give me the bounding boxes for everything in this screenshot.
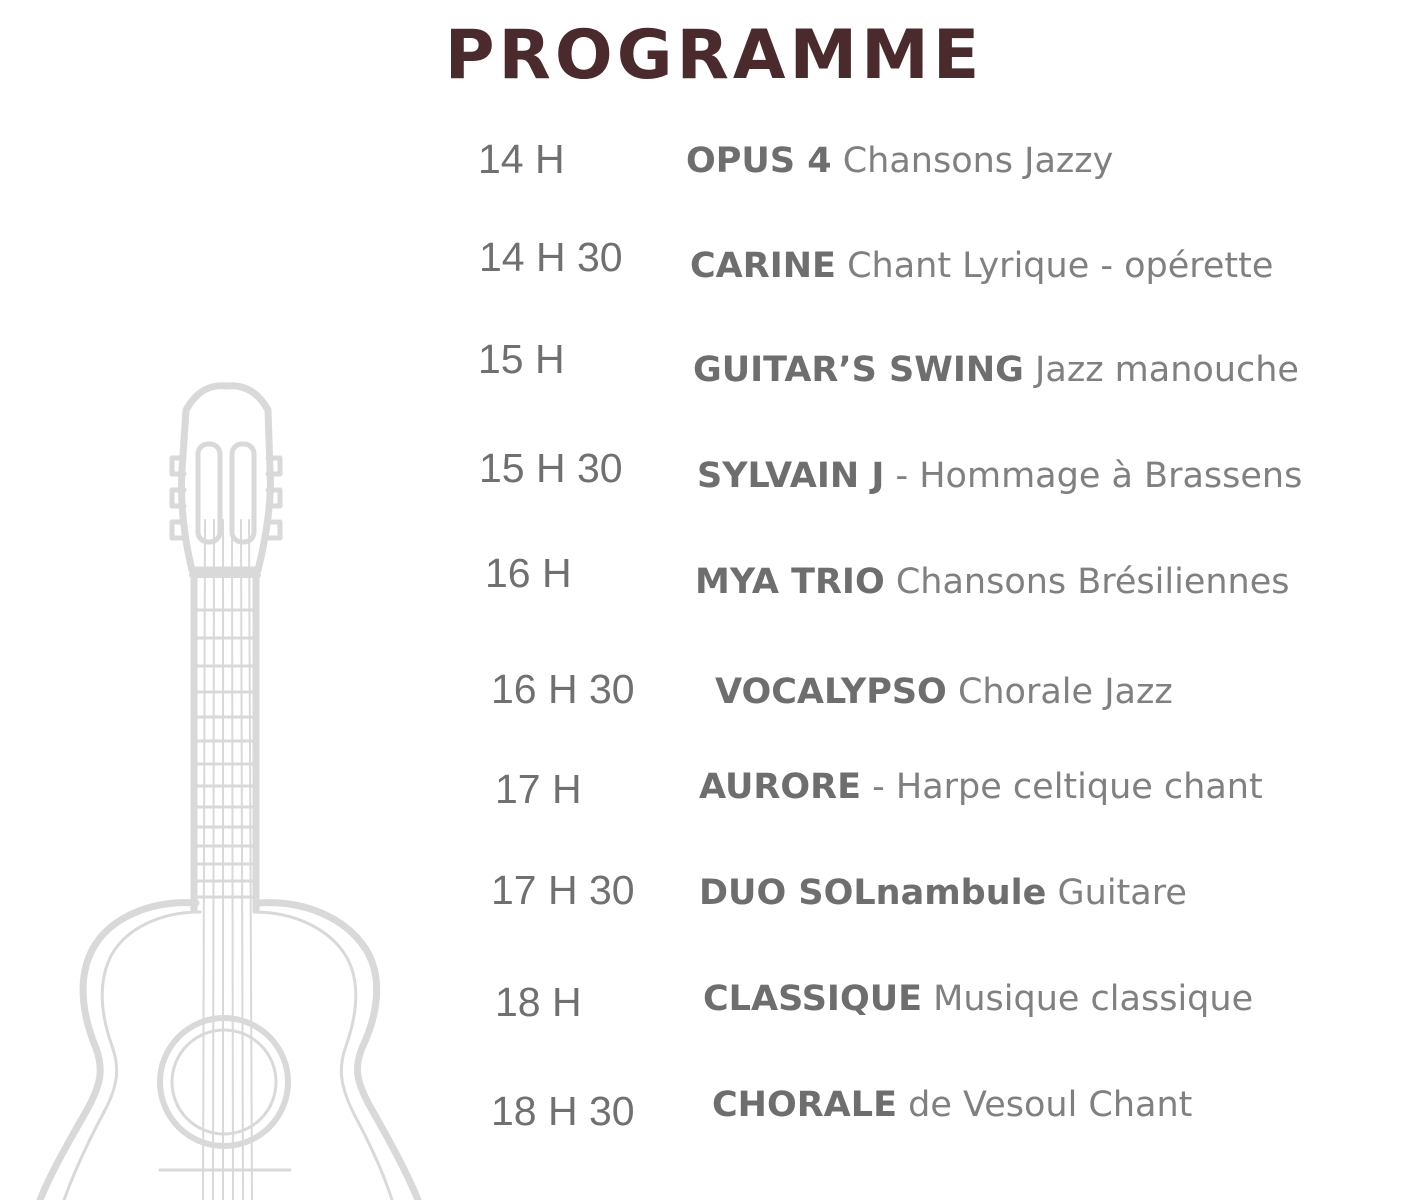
act-genre: de Vesoul Chant — [896, 1085, 1193, 1125]
guitar-illustration — [0, 370, 440, 1200]
act-genre: Chorale Jazz — [946, 672, 1173, 712]
band-name: OPUS 4 — [686, 141, 832, 181]
band-name: DUO SOLnambule — [699, 873, 1047, 913]
band-name: GUITAR’S SWING — [693, 350, 1024, 390]
time-label: 15 H 30 — [479, 445, 623, 491]
band-name: SYLVAIN J — [697, 456, 885, 496]
act-genre: Musique classique — [922, 979, 1254, 1019]
act-description — [697, 452, 1302, 500]
act-description — [699, 869, 1187, 917]
act-description — [695, 558, 1290, 606]
time-label: 17 H 30 — [491, 867, 635, 913]
act-description — [690, 242, 1273, 290]
act-genre: Chant Lyrique - opérette — [835, 246, 1274, 286]
band-name: CLASSIQUE — [703, 979, 923, 1019]
time-label: 18 H — [495, 979, 582, 1025]
act-genre: - Hommage à Brassens — [884, 456, 1303, 496]
time-label: 16 H 30 — [491, 666, 635, 712]
act-description — [703, 975, 1253, 1023]
act-genre: - Harpe celtique chant — [861, 767, 1263, 807]
band-name: AURORE — [699, 767, 861, 807]
time-label: 18 H 30 — [491, 1088, 635, 1134]
act-description — [693, 346, 1299, 394]
band-name: CHORALE — [712, 1085, 897, 1125]
act-genre: Chansons Brésiliennes — [884, 562, 1290, 602]
act-genre: Chansons Jazzy — [831, 141, 1114, 181]
page-title: PROGRAMME — [444, 16, 984, 95]
act-description — [686, 137, 1113, 185]
time-label: 16 H — [485, 550, 572, 596]
time-label: 15 H — [478, 336, 565, 382]
act-genre: Jazz manouche — [1023, 350, 1299, 390]
band-name: CARINE — [690, 246, 836, 286]
band-name: MYA TRIO — [695, 562, 885, 602]
act-genre: Guitare — [1046, 873, 1187, 913]
act-description — [699, 763, 1263, 811]
time-label: 14 H 30 — [479, 234, 623, 280]
band-name: VOCALYPSO — [715, 672, 947, 712]
time-label: 14 H — [478, 136, 565, 182]
act-description — [715, 668, 1173, 716]
time-label: 17 H — [495, 766, 582, 812]
act-description — [712, 1081, 1192, 1129]
